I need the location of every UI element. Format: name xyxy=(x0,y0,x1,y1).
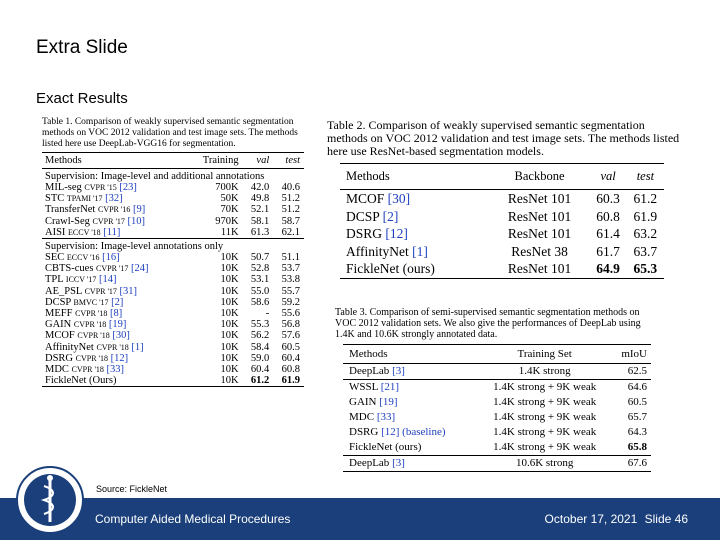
t2-cell-val: 61.4 xyxy=(596,226,620,241)
t1-cell-venue: BMVC '17 xyxy=(73,297,109,307)
table-2 xyxy=(327,119,687,279)
t2-cell-name: DCSP xyxy=(346,208,380,224)
t2-cell-backbone: ResNet 101 xyxy=(507,208,572,224)
t1-cell-training: 10K xyxy=(220,364,239,376)
t1-cell-ref: [12] xyxy=(110,352,129,364)
t1-cell-training: 970K xyxy=(215,215,239,227)
t1-cell-test: 59.2 xyxy=(281,296,300,308)
t1-cell-ref: [19] xyxy=(108,319,127,331)
slide-subtitle: Exact Results xyxy=(36,90,128,107)
t3-cell-miou: 65.8 xyxy=(627,441,647,453)
t1-cell-val: 55.0 xyxy=(250,285,270,297)
table-1-grid xyxy=(42,152,304,387)
table-row xyxy=(340,225,664,243)
t1-cell-name: AISI xyxy=(45,226,66,238)
t3-cell-ref: [19] xyxy=(379,396,398,408)
t3-cell-miou: 64.6 xyxy=(612,380,651,396)
t1-cell-test: 55.6 xyxy=(281,308,300,320)
table-row xyxy=(42,263,304,274)
t2-cell-ref: [30] xyxy=(387,191,411,206)
t2-cell-test: 63.7 xyxy=(633,243,658,259)
table-row xyxy=(340,190,664,208)
table-row xyxy=(42,227,304,239)
t1-cell-name: Crawl-Seg xyxy=(45,215,90,227)
table-row xyxy=(340,260,664,278)
t3-cell-name: DSRG xyxy=(349,426,379,438)
t1-cell-name: TPL xyxy=(45,274,64,286)
t2-cell-val: 60.3 xyxy=(596,191,620,206)
t1-cell-name: MCOF xyxy=(45,330,75,342)
t1-cell-training: 10K xyxy=(220,352,239,364)
t1-header-training: Training xyxy=(188,153,243,169)
t2-cell-name: AffinityNet xyxy=(346,243,409,259)
t3-cell-set: 10.6K strong xyxy=(477,456,612,472)
t1-cell-venue: CVPR '18 xyxy=(77,331,110,341)
footer-institution: Computer Aided Medical Procedures xyxy=(95,512,291,526)
t2-cell-backbone: ResNet 101 xyxy=(507,226,572,241)
t1-cell-test: 57.6 xyxy=(281,330,300,342)
t2-cell-ref: [1] xyxy=(412,243,428,259)
t1-cell-ref: [11] xyxy=(103,226,121,238)
t1-cell-training: 50K xyxy=(220,193,239,205)
table-row xyxy=(343,425,651,440)
t1-header-val: val xyxy=(243,153,274,169)
table-row xyxy=(42,297,304,308)
t3-header-training-set: Training Set xyxy=(477,345,612,364)
table-row xyxy=(42,308,304,319)
t1-cell-training: 10K xyxy=(220,308,239,320)
t2-header-test: test xyxy=(627,164,664,190)
t1-cell-venue: CVPR '18 xyxy=(96,342,129,352)
t3-cell-name: MDC xyxy=(349,411,375,423)
table-row xyxy=(42,274,304,285)
t1-cell-test: 61.9 xyxy=(273,375,304,387)
t1-cell-ref: [1] xyxy=(131,341,144,353)
table-row xyxy=(42,204,304,215)
table-3 xyxy=(335,307,655,472)
table-row xyxy=(42,364,304,375)
t1-group-1: Supervision: Image-level and additional annotations xyxy=(45,171,265,182)
t1-cell-venue: CVPR '18 xyxy=(75,353,108,363)
t1-cell-venue: ECCV '18 xyxy=(68,227,101,237)
t1-cell-ref: [16] xyxy=(102,252,120,264)
t3-cell-ref: [3] xyxy=(392,457,405,469)
t3-cell-miou: 60.5 xyxy=(627,396,647,408)
table-row xyxy=(42,342,304,353)
t1-cell-val: 53.1 xyxy=(250,274,270,286)
t1-cell-name: FickleNet (Ours) xyxy=(45,375,117,387)
t2-cell-ref: [2] xyxy=(382,208,399,224)
t2-cell-val: 64.9 xyxy=(589,260,626,278)
t3-cell-miou: 65.7 xyxy=(627,411,647,423)
t1-cell-training: 10K xyxy=(220,296,239,308)
t1-cell-test: 53.8 xyxy=(281,274,300,286)
t3-cell-name: FickleNet (ours) xyxy=(349,441,422,453)
t1-cell-name: STC xyxy=(45,193,65,205)
t1-header-test: test xyxy=(273,153,304,169)
t1-cell-val: 50.7 xyxy=(250,252,270,264)
t1-cell-test: 51.1 xyxy=(281,252,300,264)
t2-cell-test: 61.2 xyxy=(633,191,658,206)
t1-cell-ref: [24] xyxy=(131,263,149,275)
t1-cell-venue: CVPR '18 xyxy=(73,320,107,330)
table-1-caption: Table 1. Comparison of weakly supervised semantic segmentation methods on VOC 2012 validation and test image sets. The methods listed here use DeepLab-VGG16 for segmentation. xyxy=(42,117,298,149)
t1-cell-ref: [10] xyxy=(127,215,146,227)
t3-cell-ref: [3] xyxy=(392,365,405,377)
t2-cell-name: FickleNet (ours) xyxy=(346,261,435,276)
t1-cell-training: 700K xyxy=(215,182,239,193)
t2-cell-ref: [12] xyxy=(385,226,408,241)
t1-cell-training: 11K xyxy=(220,226,239,238)
t3-cell-miou: 67.6 xyxy=(612,456,651,472)
t1-cell-test: 58.7 xyxy=(281,215,300,227)
table-row xyxy=(343,410,651,425)
table-3-grid xyxy=(343,344,651,472)
t3-cell-set: 1.4K strong + 9K weak xyxy=(493,441,597,453)
t1-cell-val: 58.1 xyxy=(250,215,270,227)
t2-header-backbone: Backbone xyxy=(490,164,590,190)
t2-cell-backbone: ResNet 38 xyxy=(511,243,568,259)
t1-cell-name: MIL-seg xyxy=(45,182,82,193)
t3-cell-set: 1.4K strong + 9K weak xyxy=(493,396,597,408)
t2-cell-name: MCOF xyxy=(346,191,385,206)
t3-cell-miou: 64.3 xyxy=(627,426,647,438)
t3-cell-set: 1.4K strong + 9K weak xyxy=(493,411,597,423)
t1-cell-training: 10K xyxy=(188,375,243,387)
slide-title: Extra Slide xyxy=(36,37,128,58)
t1-cell-name: SEC xyxy=(45,252,65,264)
t1-cell-ref: [2] xyxy=(111,296,124,308)
table-row xyxy=(340,208,664,226)
t1-cell-test: 60.5 xyxy=(281,341,300,353)
t1-cell-ref: [32] xyxy=(105,193,123,205)
t1-cell-test: 60.4 xyxy=(281,352,300,364)
table-row xyxy=(42,353,304,364)
t1-cell-ref: [23] xyxy=(119,182,137,193)
t3-cell-name: DeepLab xyxy=(349,365,390,377)
table-row xyxy=(42,182,304,193)
t1-cell-name: DSRG xyxy=(45,352,74,364)
footer-slide-number: Slide 46 xyxy=(644,512,688,526)
t1-cell-val: 42.0 xyxy=(250,182,270,193)
t1-cell-name: AE_PSL xyxy=(45,285,82,297)
t1-cell-val: 59.0 xyxy=(250,352,270,364)
t1-cell-name: DCSP xyxy=(45,296,71,308)
t1-group-2: Supervision: Image-level annotations only xyxy=(42,239,304,253)
t1-cell-ref: [33] xyxy=(106,364,125,376)
table-2-grid xyxy=(340,163,664,279)
t1-cell-val: 58.4 xyxy=(250,341,270,353)
t2-cell-name: DSRG xyxy=(346,226,383,241)
source-note: Source: FickleNet xyxy=(96,484,168,494)
t1-cell-val: 52.8 xyxy=(250,263,270,275)
t1-cell-val: 55.3 xyxy=(250,319,270,331)
table-row xyxy=(42,375,304,387)
t3-cell-set: 1.4K strong xyxy=(518,365,571,377)
t1-cell-name: MEFF xyxy=(45,308,73,320)
t1-cell-val: 52.1 xyxy=(250,204,270,216)
t2-cell-val: 60.8 xyxy=(596,208,620,224)
t1-cell-venue: CVPR '17 xyxy=(84,286,117,296)
t2-header-methods: Methods xyxy=(340,164,490,190)
t1-cell-ref: [9] xyxy=(132,204,146,216)
t3-header-methods: Methods xyxy=(343,345,477,364)
t1-cell-training: 70K xyxy=(220,204,239,216)
t1-cell-ref: [30] xyxy=(112,330,130,342)
t2-cell-backbone: ResNet 101 xyxy=(490,260,590,278)
t1-cell-venue: CVPR '16 xyxy=(97,205,131,215)
t3-cell-ref: [21] xyxy=(380,381,400,393)
t1-cell-venue: CVPR '15 xyxy=(84,183,117,192)
t1-cell-ref: [8] xyxy=(110,308,123,320)
t1-cell-test: 55.7 xyxy=(281,285,300,297)
table-row xyxy=(343,395,651,410)
t2-cell-val: 61.7 xyxy=(596,243,620,259)
t3-cell-miou: 62.5 xyxy=(627,365,647,377)
t1-cell-training: 10K xyxy=(220,285,239,297)
t1-cell-venue: CVPR '18 xyxy=(71,365,104,375)
t3-cell-ref: [33] xyxy=(376,411,396,423)
t1-cell-training: 10K xyxy=(220,263,239,275)
t1-cell-venue: CVPR '17 xyxy=(96,264,129,274)
t3-header-miou: mIoU xyxy=(612,345,651,364)
t2-cell-test: 65.3 xyxy=(627,260,664,278)
table-row xyxy=(343,440,651,456)
t1-cell-venue: CVPR '18 xyxy=(75,309,108,319)
t1-cell-val: 61.2 xyxy=(243,375,274,387)
table-row xyxy=(42,330,304,341)
t1-cell-venue: ECCV '16 xyxy=(66,253,100,263)
t3-cell-name: DeepLab xyxy=(349,457,390,469)
table-1 xyxy=(42,117,314,387)
t1-cell-test: 40.6 xyxy=(281,182,300,193)
table-row xyxy=(42,216,304,227)
t1-cell-ref: [31] xyxy=(119,285,138,297)
table-row xyxy=(42,286,304,297)
t1-cell-name: MDC xyxy=(45,364,69,376)
t1-cell-test: 51.2 xyxy=(281,204,300,216)
t1-cell-venue: TPAMI '17 xyxy=(66,194,103,204)
table-row xyxy=(42,193,304,204)
t3-cell-ref: [12] (baseline) xyxy=(381,426,446,438)
t1-cell-test: 51.2 xyxy=(281,193,300,205)
table-row xyxy=(42,252,304,263)
table-row xyxy=(42,319,304,330)
t1-header-methods: Methods xyxy=(42,153,188,169)
t1-cell-val: 49.8 xyxy=(250,193,270,205)
t1-cell-venue: ICCV '17 xyxy=(65,275,97,285)
t3-cell-name: GAIN xyxy=(349,396,377,408)
table-row xyxy=(343,380,651,396)
t2-header-val: val xyxy=(589,164,626,190)
t1-cell-val: 61.3 xyxy=(250,226,270,238)
t1-cell-training: 10K xyxy=(220,341,239,353)
table-row xyxy=(340,243,664,261)
t1-cell-test: 53.7 xyxy=(281,263,300,275)
footer-bar xyxy=(0,498,720,540)
t1-cell-name: TransferNet xyxy=(45,204,96,216)
footer-date: October 17, 2021 xyxy=(544,512,638,526)
t3-cell-set: 1.4K strong + 9K weak xyxy=(493,426,597,438)
t1-cell-val: - xyxy=(265,308,270,320)
footer-meta xyxy=(541,512,688,526)
t1-cell-val: 58.6 xyxy=(250,296,270,308)
t1-cell-name: CBTS-cues xyxy=(45,263,94,275)
t2-cell-backbone: ResNet 101 xyxy=(507,191,572,206)
t1-cell-ref: [14] xyxy=(98,274,117,286)
t1-cell-name: AffinityNet xyxy=(45,341,94,353)
t3-row-top xyxy=(343,364,651,380)
t1-cell-val: 56.2 xyxy=(250,330,270,342)
t3-row-bottom xyxy=(343,456,651,472)
t3-cell-set: 1.4K strong + 9K weak xyxy=(477,380,612,396)
t2-cell-test: 61.9 xyxy=(633,208,658,224)
table-3-caption: Table 3. Comparison of semi-supervised semantic segmentation methods on VOC 2012 validation sets. We also give the performances of DeepLab using 1.4K and 10.6K strongly annotated data. xyxy=(335,307,641,340)
table-2-caption: Table 2. Comparison of weakly supervised semantic segmentation methods on VOC 2012 validation and test image sets. The methods listed here use ResNet-based segmentation models. xyxy=(327,118,680,158)
t1-cell-training: 10K xyxy=(220,330,239,342)
t1-cell-venue: CVPR '17 xyxy=(92,216,125,226)
t1-cell-training: 10K xyxy=(220,274,239,286)
t1-cell-name: GAIN xyxy=(45,319,72,331)
t1-cell-test: 56.8 xyxy=(281,319,300,331)
t1-cell-training: 10K xyxy=(220,319,239,331)
t3-cell-name: WSSL xyxy=(349,381,378,393)
t2-cell-test: 63.2 xyxy=(633,226,658,241)
t1-cell-training: 10K xyxy=(220,252,239,264)
t1-cell-val: 60.4 xyxy=(250,364,270,376)
camp-logo-icon xyxy=(14,464,86,536)
t1-cell-test: 62.1 xyxy=(281,226,300,238)
t1-cell-test: 60.8 xyxy=(281,364,300,376)
